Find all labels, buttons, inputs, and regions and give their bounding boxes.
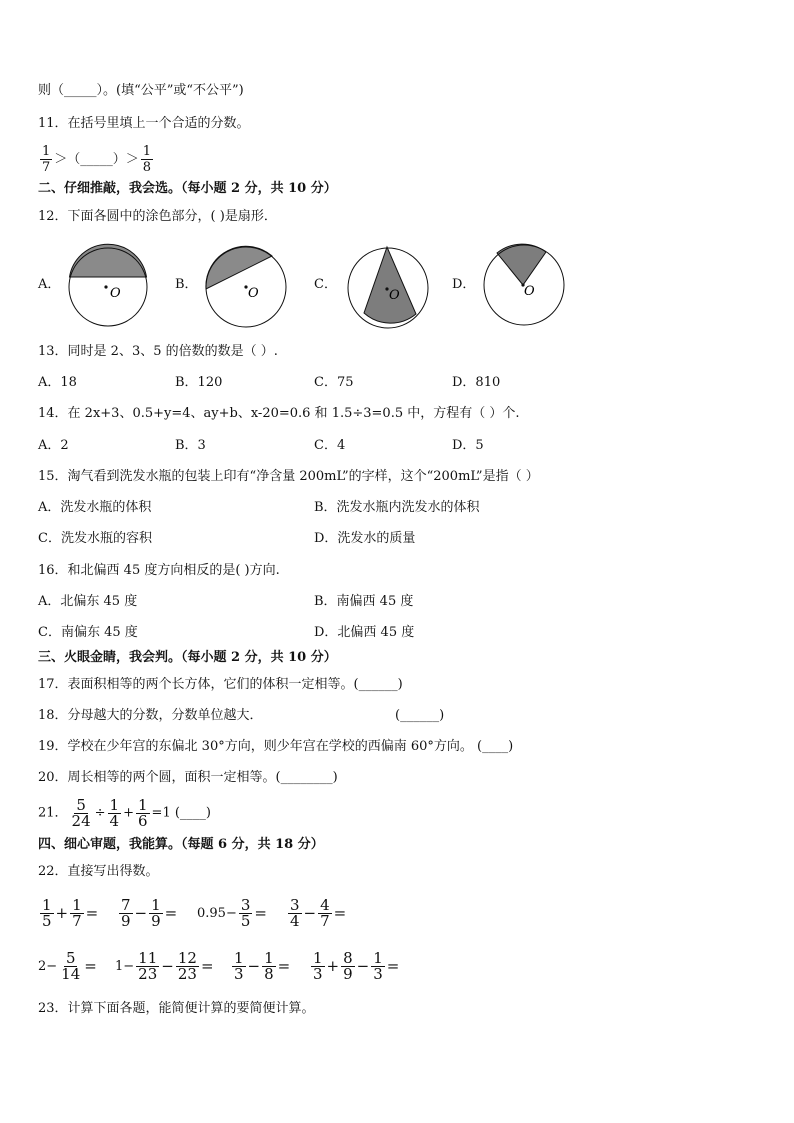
fraction — [119, 898, 133, 929]
denominator: 3 — [313, 965, 323, 983]
fraction — [176, 951, 199, 982]
center-label: O — [389, 288, 400, 303]
question-10-tail: 则（_____）。(填“公平”或“不公平”) — [38, 83, 244, 98]
denominator: 4 — [290, 912, 300, 930]
center-label: O — [110, 286, 121, 301]
expression-1 — [38, 898, 98, 929]
option-d[interactable]: D．810 — [452, 375, 501, 390]
option-d[interactable]: D．洗发水的质量 — [314, 531, 416, 546]
numerator: 12 — [177, 949, 197, 967]
option-b[interactable]: B．南偏西 45 度 — [314, 594, 414, 609]
fraction — [141, 144, 153, 175]
fraction — [59, 951, 82, 982]
expression-6 — [115, 951, 214, 982]
equals-sign: = — [85, 904, 99, 922]
operator: + — [55, 904, 69, 922]
expression-2 — [117, 898, 177, 929]
numerator: 1 — [313, 949, 323, 967]
option-c[interactable]: C．南偏东 45 度 — [38, 625, 138, 640]
option-c[interactable]: C．4 — [314, 438, 346, 453]
equals-sign: = — [164, 904, 178, 922]
equals-sign: = — [254, 904, 267, 922]
expression-5 — [38, 951, 97, 982]
numerator: 1 — [138, 796, 148, 814]
equation-tail: =1 (____) — [151, 805, 211, 821]
option-a[interactable]: A．北偏东 45 度 — [38, 594, 138, 609]
equals-sign: = — [333, 904, 347, 922]
numerator: 1 — [142, 144, 152, 159]
denominator: 7 — [72, 912, 82, 930]
option-a[interactable]: A．18 — [38, 375, 77, 390]
question-23-stem: 23．计算下面各题，能简便计算的要简便计算。 — [38, 1001, 315, 1016]
question-11-expression — [38, 144, 155, 175]
numerator: 5 — [65, 949, 76, 967]
center-label: O — [524, 284, 535, 299]
fraction — [149, 898, 163, 929]
operator: − — [247, 957, 261, 975]
fraction — [239, 898, 253, 929]
fraction — [262, 951, 276, 982]
fraction — [136, 798, 150, 829]
fraction — [318, 898, 332, 929]
comparison-blank: ＞（_____）＞ — [54, 152, 139, 167]
center-label: O — [248, 286, 259, 301]
plus-sign: + — [123, 805, 134, 821]
section-2-heading: 二、仔细推敲，我会选。（每小题 2 分，共 10 分） — [38, 181, 337, 196]
denominator: 3 — [373, 965, 383, 983]
equals-sign: = — [84, 957, 97, 975]
question-12-stem: 12．下面各圆中的涂色部分，( )是扇形． — [38, 209, 277, 224]
option-a-label: A． — [38, 277, 61, 292]
numerator: 1 — [373, 949, 383, 967]
shaded-segment — [70, 244, 147, 277]
option-c[interactable]: C．洗发水瓶的容积 — [38, 531, 152, 546]
numerator: 7 — [121, 896, 131, 914]
denominator: 8 — [142, 160, 152, 175]
section-4-heading: 四、细心审题，我能算。（每题 6 分，共 18 分） — [38, 837, 324, 852]
equals-sign: = — [277, 957, 291, 975]
question-16-stem: 16．和北偏西 45 度方向相反的是( )方向. — [38, 563, 280, 578]
question-number: 21． — [38, 805, 68, 821]
numerator: 1 — [151, 896, 161, 914]
question-20: 20．周长相等的两个圆，面积一定相等。(________) — [38, 770, 338, 785]
fraction — [232, 951, 246, 982]
numerator: 1 — [42, 144, 51, 159]
numerator: 11 — [138, 949, 158, 967]
numerator: 3 — [240, 896, 251, 914]
fraction — [40, 898, 54, 929]
denominator: 14 — [61, 965, 81, 983]
circle-figure-d — [480, 240, 570, 330]
fraction — [288, 898, 302, 929]
denominator: 9 — [343, 965, 353, 983]
denominator: 5 — [42, 912, 52, 930]
circle-figure-a — [62, 241, 154, 333]
option-d-label: D． — [452, 277, 476, 292]
numerator: 1 — [72, 896, 82, 914]
numerator: 1 — [42, 896, 52, 914]
option-c[interactable]: C．75 — [314, 375, 354, 390]
denominator: 23 — [138, 965, 158, 983]
operator: − — [303, 904, 317, 922]
question-17: 17．表面积相等的两个长方体，它们的体积一定相等。(______) — [38, 677, 403, 692]
expression-8 — [309, 951, 399, 982]
fraction — [311, 951, 325, 982]
operator: − — [134, 904, 148, 922]
numerator: 5 — [76, 796, 86, 814]
question-19: 19．学校在少年宫的东偏北 30°方向，则少年宫在学校的西偏南 60°方向。 (____) — [38, 739, 514, 754]
question-13-stem: 13．同时是 2、3、5 的倍数的数是（ ）. — [38, 344, 278, 359]
fraction — [70, 898, 84, 929]
option-d[interactable]: D．北偏西 45 度 — [314, 625, 415, 640]
denominator: 4 — [109, 812, 120, 830]
expression-prefix: 1− — [115, 959, 135, 974]
denominator: 7 — [320, 912, 330, 930]
denominator: 9 — [121, 912, 131, 930]
denominator: 24 — [71, 812, 91, 830]
equals-sign: = — [200, 957, 214, 975]
shaded-segment — [206, 246, 272, 289]
option-a[interactable]: A．2 — [38, 438, 69, 453]
numerator: 8 — [343, 949, 353, 967]
fraction — [371, 951, 385, 982]
expression-4 — [286, 898, 346, 929]
fraction — [108, 798, 122, 829]
option-b[interactable]: B．3 — [175, 438, 206, 453]
question-11-stem: 11．在括号里填上一个合适的分数。 — [38, 116, 250, 131]
question-14-stem: 14．在 2x+3、0.5+y=4、ay+b、x-20=0.6 和 1.5÷3=0.5 中，方程有（ ）个. — [38, 406, 520, 421]
expression-prefix: 2− — [38, 959, 58, 974]
expression-7 — [230, 951, 290, 982]
question-18-blank[interactable]: (______) — [395, 708, 445, 723]
divide-sign: ÷ — [94, 805, 106, 821]
fraction — [70, 798, 93, 829]
fraction — [40, 144, 52, 175]
option-b[interactable]: B．120 — [175, 375, 223, 390]
option-d[interactable]: D．5 — [452, 438, 484, 453]
denominator: 8 — [264, 965, 274, 983]
option-c-label: C． — [314, 277, 337, 292]
numerator: 1 — [109, 796, 120, 814]
option-b[interactable]: B．洗发水瓶内洗发水的体积 — [314, 500, 480, 515]
question-22-stem: 22．直接写出得数。 — [38, 864, 159, 879]
denominator: 6 — [138, 812, 148, 830]
denominator: 23 — [177, 965, 197, 983]
denominator: 9 — [151, 912, 161, 930]
question-15-stem: 15．淘气看到洗发水瓶的包装上印有“净含量 200mL”的字样，这个“200mL”是指（ ） — [38, 469, 539, 484]
circle-figure-b — [200, 241, 292, 333]
numerator: 3 — [290, 896, 300, 914]
denominator: 5 — [240, 912, 251, 930]
center-dot — [104, 285, 107, 288]
option-b-label: B． — [175, 277, 198, 292]
circle-figure-c — [343, 243, 433, 333]
expression-3 — [197, 898, 267, 929]
fraction — [136, 951, 159, 982]
operator: + — [326, 957, 340, 975]
operator: − — [161, 957, 174, 975]
numerator: 1 — [234, 949, 244, 967]
option-a[interactable]: A．洗发水瓶的体积 — [38, 500, 152, 515]
shaded-sector — [364, 247, 416, 323]
numerator: 4 — [320, 896, 330, 914]
section-3-heading: 三、火眼金睛，我会判。（每小题 2 分，共 10 分） — [38, 650, 337, 665]
question-18-stem: 18．分母越大的分数，分数单位越大． — [38, 708, 263, 723]
denominator: 7 — [42, 160, 51, 175]
fraction — [341, 951, 355, 982]
question-21 — [38, 798, 211, 829]
denominator: 3 — [234, 965, 244, 983]
numerator: 1 — [264, 949, 274, 967]
equals-sign: = — [386, 957, 400, 975]
operator: − — [356, 957, 370, 975]
expression-prefix: 0.95− — [197, 906, 237, 921]
